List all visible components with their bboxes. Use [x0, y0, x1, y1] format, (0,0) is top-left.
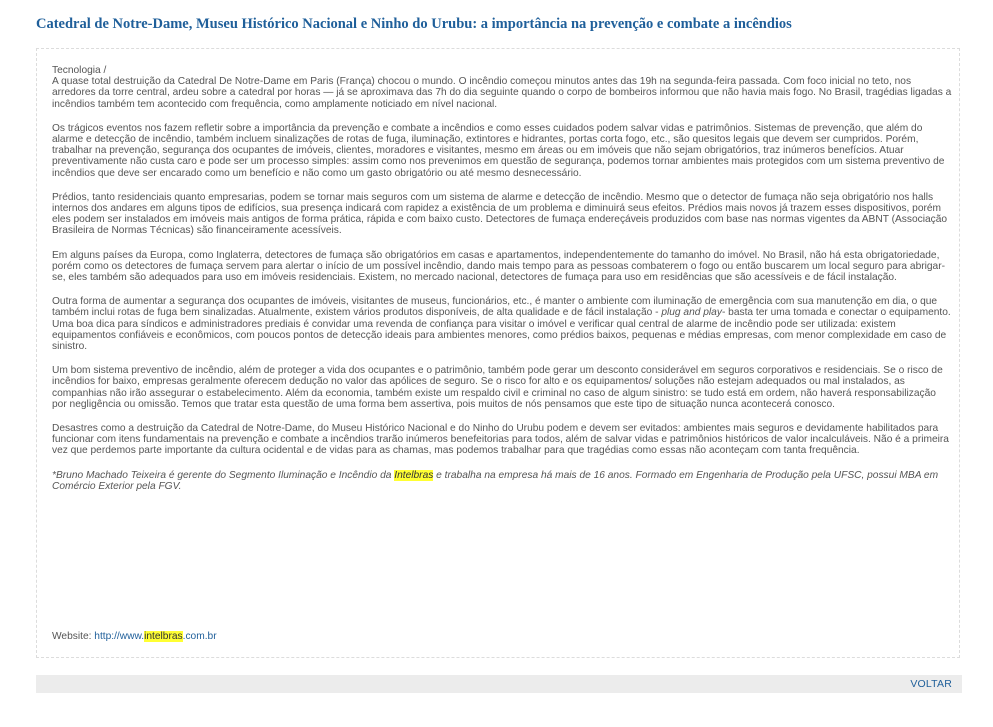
article-box [36, 48, 960, 658]
credit-text: *Bruno Machado Teixeira é gerente do Segmento Iluminação e Incêndio da [52, 469, 395, 481]
footer-bar [36, 675, 962, 693]
paragraph-text: Outra forma de aumentar a segurança dos ocupantes de imóveis, visitantes de museus, funcionários, etc., é manter o ambiente com iluminação de emergência com sua manutenção em dia, o que também inclui rotas de fuga bem sinalizadas. Atualmente, existem vários produtos disponíveis, de alta qualidade e de fácil instalação - [52, 296, 938, 319]
article-paragraph-7: Desastres como a destruição da Catedral de Notre-Dame, do Museu Histórico Nacional e do Ninho do Urubu podem e devem ser evitados: ambientes mais seguros e devidamente habilitados para funcionar com itens fundamentais na prevenção e combate a incêndios trarão inúmeros benefeitorias para todos, além de salvar vidas e patrimônios históricos de valor incalculáveis. Não é a primeira vez que perdemos parte importante da cultura ocidental e de vidas para as chamas, mas podemos trabalhar para que tragédias como essas não aconteçam com tanta frequência. [52, 423, 949, 457]
plug-and-play-text: plug and play [661, 307, 722, 319]
back-link[interactable]: VOLTAR [910, 678, 952, 690]
website-line [52, 631, 217, 643]
article-paragraph-3: Prédios, tanto residenciais quanto empresarias, podem se tornar mais seguros com um sistema de alarme e detecção de incêndio. Mesmo que o detector de fumaça não seja obrigatório nos halls internos dos andares em alguns tipos de edifícios, sua presença indicará com rapidez a existência de um problema e diminuirá seus efeitos. Prédios mais novos já trazem esses dispositivos, porém eles podem ser instalados em imóveis mais antigos de forma prática, rápida e com baixo custo. Detectores de fumaça endereçáveis produzidos com base nas normas vigentes da ABNT (Associação Brasileira de Normas Técnicas) são financeiramente acessíveis. [52, 191, 948, 237]
highlighted-term: Intelbras [394, 469, 434, 481]
highlighted-term: intelbras [144, 631, 183, 642]
website-label: Website: [52, 631, 95, 642]
website-link-prefix: http://www. [94, 631, 145, 642]
paragraph-text: - basta ter uma tomada e conectar o equipamento. Uma boa dica para síndicos e administradores prediais é convidar uma revenda de confiança para visitar o imóvel e verificar qual central de alarme de incêndio pode ser utilizada: existem equipamentos confiáveis e econômicos, com poucos pontos de detecção ideais para ambientes menores, como prédios baixos, pequenas e médias empresas, com menor complexidade em caso de sinistro. [52, 307, 951, 353]
paragraph-text: A quase total destruição da Catedral De Notre-Dame em Paris (França) chocou o mundo. O incêndio começou minutos antes das 19h na segunda-feira passada. Com foco inicial no teto, nos arredores da torre central, ardeu sobre a catedral por horas — já se aproximava das 7h do dia seguinte quando o corpo de bombeiros informou que não havia mais fogo. No Brasil, tragédias ligadas a incêndios também tem acontecido com frequência, como amplamente noticiado em nível nacional. [52, 76, 952, 110]
article-paragraph-1 [52, 65, 952, 110]
article-category: Tecnologia / [52, 65, 107, 76]
article-paragraph-4: Em alguns países da Europa, como Inglaterra, detectores de fumaça são obrigatórios em casas e apartamentos, independentemente do tamanho do imóvel. No Brasil, não há esta obrigatoriedade, porém como os detectores de fumaça servem para alertar o início de um possível incêndio, dando mais tempo para as pessoas combaterem o fogo ou então buscarem um local seguro para abrigar-se, eles também são adequados para uso em imóveis residenciais. Existem, no mercado nacional, detectores de fumaça para uso em residências que são acessíveis e de fácil instalação. [52, 249, 946, 284]
website-link[interactable] [94, 631, 216, 642]
article-body [52, 65, 952, 505]
article-paragraph-6: Um bom sistema preventivo de incêndio, além de proteger a vida dos ocupantes e o patrimônio, também pode gerar um desconto considerável em seguros corporativos e residenciais. Se o risco de incêndios for baixo, empresas geralmente oferecem dedução no valor das apólices de seguro. Se o risco for alto e os equipamentos/ soluções não estejam adequados ou mal instalados, as companhias não irão assegurar o estabelecimento. Além da economia, também existe um respaldo civil e criminal no caso de algum sinistro: se tudo está em ordem, não haverá responsabilização por negligência ou omissão. Temos que tratar esta questão de uma forma bem assertiva, pois muitos de nós pensamos que este tipo de situação nunca acontecerá conosco. [52, 365, 943, 410]
credit-text: e trabalha na empresa há mais de 16 anos. Formado em Engenharia de Produção pela UFSC, possui MBA em Comércio Exterior pela FGV. [52, 469, 939, 492]
website-link-suffix: .com.br [182, 631, 217, 642]
page-title: Catedral de Notre-Dame, Museu Histórico Nacional e Ninho do Urubu: a importância na prevenção e combate a incêndios [36, 16, 792, 32]
article-paragraph-5 [52, 296, 952, 352]
article-paragraph-2: Os trágicos eventos nos fazem refletir sobre a importância da prevenção e combate a incêndios e como esses cuidados podem salvar vidas e patrimônios. Sistemas de prevenção, que além do alarme e detecção de incêndio, também incluem sinalizações de rotas de fuga, iluminação, extintores e hidrantes, portas corta fogo, etc., são quesitos legais que devem ser cumpridos. Porém, trabalhar na prevenção, segurança dos ocupantes de imóveis, clientes, moradores e visitantes, mesmo em áreas ou em imóveis que não sejam obrigatórios, traz inúmeros benefícios. Atuar preventivamente não custa caro e pode ser um processo simples: assim como nos prevenimos em questão de segurança, podemos tornar ambientes mais protegidos com um sistema preventivo de incêndios que deve ser encarado como um benefício e não como um gasto obrigatório ou até mesmo desnecessário. [52, 122, 945, 179]
author-credit [52, 470, 952, 492]
